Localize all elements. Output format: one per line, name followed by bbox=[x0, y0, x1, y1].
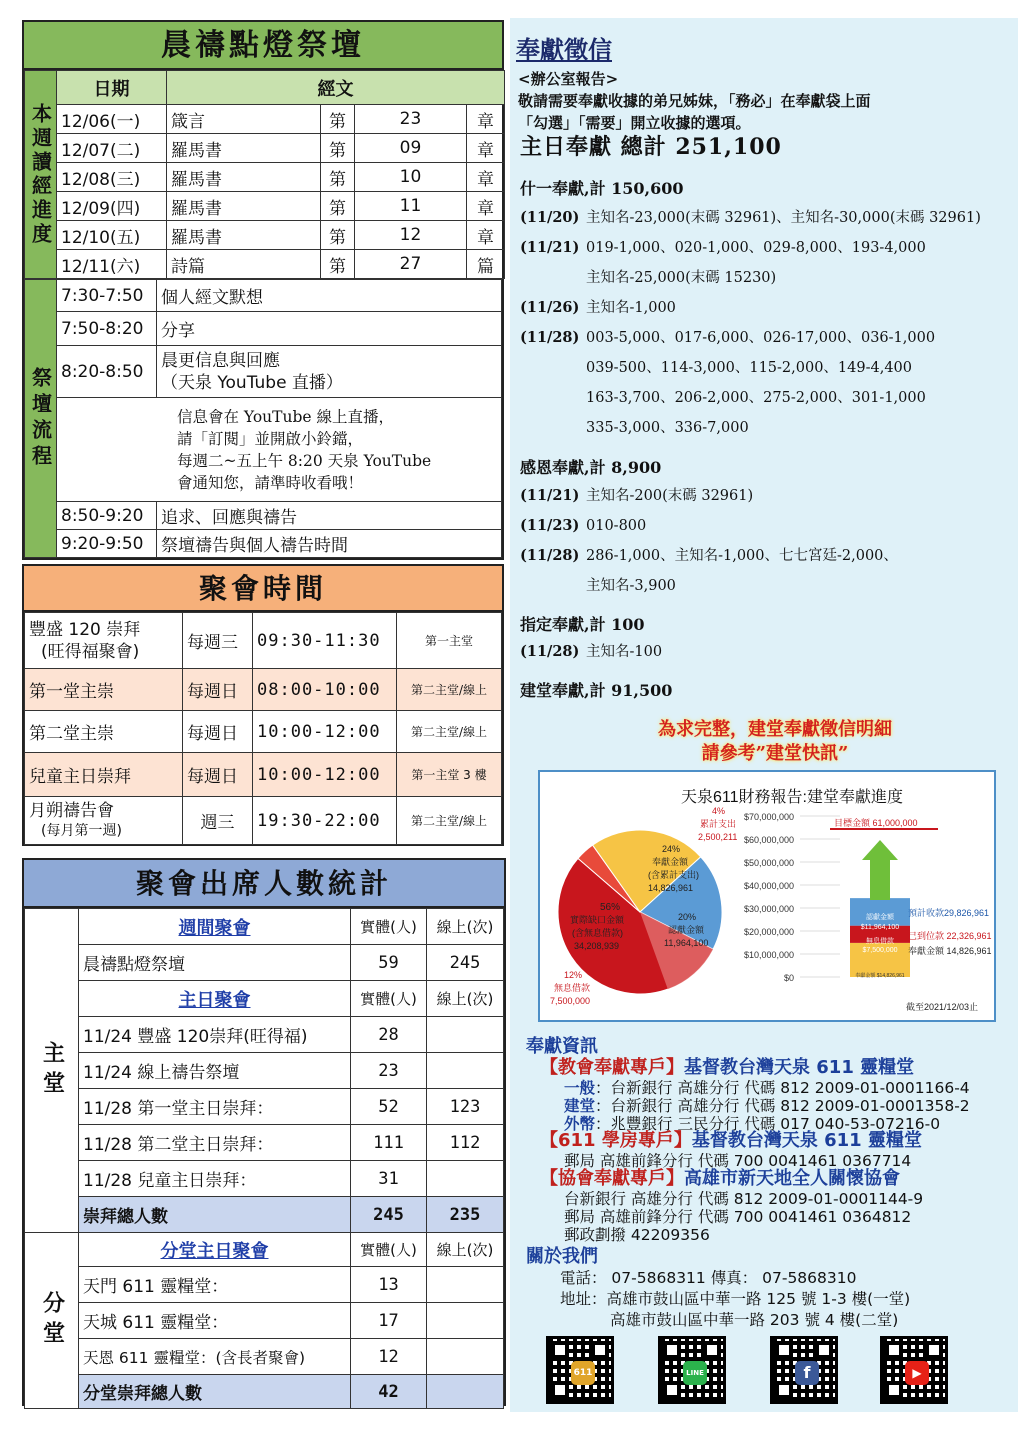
note-line: 每週二~五上午 8:20 天泉 YouTube bbox=[177, 451, 432, 470]
branch-total-row: 分堂崇拜總人數 42 bbox=[25, 1375, 504, 1409]
meeting-row: 第二堂主崇 每週日 10:00-12:00 第二主堂/線上 bbox=[25, 711, 502, 753]
designated-list bbox=[520, 637, 662, 667]
tithe-heading: 什一奉獻,計 150,600 bbox=[520, 179, 684, 198]
bar-y-axis bbox=[744, 812, 794, 983]
building-fund-chart bbox=[538, 770, 996, 1022]
y-tick-label: $40,000,000 bbox=[743, 881, 794, 891]
label-56-pct: 56% bbox=[600, 902, 621, 913]
list-item: 335-3,000、336-7,000 bbox=[586, 420, 749, 436]
legend-entry: 奉獻金額 14,826,961 bbox=[908, 946, 992, 956]
label-24-pct: 24% bbox=[662, 844, 681, 854]
note-line: 請「訂閱」並開啟小鈴鐺， bbox=[177, 429, 364, 448]
tithe-list bbox=[520, 203, 981, 443]
legend-entry: 已到位款 22,326,961 bbox=[908, 931, 992, 941]
contact-info bbox=[560, 1268, 910, 1331]
chart-date-note: 截至2021/12/03止 bbox=[905, 1002, 978, 1012]
phone-fax: 電話： 07-5868311 傳真： 07-5868310 bbox=[560, 1269, 857, 1287]
church-account: 【教會奉獻專戶】基督教台灣天泉 611 靈糧堂 一般：台新銀行 高雄分行 代碼 812 2009-01-0001166-4 建堂：台新銀行 高雄分行 代碼 812 2009-01-0001358-2 外幣：兆豐銀行 三民分行 代碼 017 040-53-07216-0 bbox=[540, 1057, 970, 1133]
legend-entry: 預計收款29,826,961 bbox=[908, 908, 990, 918]
flow-row: 7:50-8:20 分享 bbox=[25, 312, 502, 346]
meeting-row: 月朔禱告會 (每月第一週) 週三 19:30-22:00 第二主堂/線上 bbox=[25, 797, 502, 845]
attendance-title: 聚會出席人數統計 bbox=[24, 860, 504, 908]
qr-code-line[interactable] bbox=[658, 1336, 726, 1404]
label-20-b: 11,964,100 bbox=[664, 938, 709, 948]
pie-chart bbox=[558, 830, 722, 994]
list-item: (11/28) 主知名-100 bbox=[520, 643, 663, 660]
label-4-a: 累計支出 bbox=[700, 819, 737, 829]
section-header-row: 主堂 週間聚會 實體(人) 線上(次) bbox=[25, 909, 504, 945]
list-item: (11/28) 003-5,000、017-6,000、026-17,000、036-1,000 bbox=[520, 329, 936, 346]
association-account: 【協會奉獻專戶】高雄市新天地全人關懷協會 台新銀行 高雄分行 代碼 812 2009-01-0001144-9 郵局 高雄前鋒分行 代碼 700 0041461 0364812 郵政劃撥 42209356 bbox=[540, 1168, 924, 1244]
note-line: 會通知您，請準時收看哦！ bbox=[177, 473, 364, 492]
bank-info-title: 奉獻資訊 bbox=[526, 1036, 598, 1057]
table-row: 天恩 611 靈糧堂：(含長者聚會) 12 bbox=[25, 1339, 504, 1375]
sunday-offering-total: 主日奉獻 總計 251,100 bbox=[520, 134, 782, 160]
building-heading: 建堂奉獻,計 91,500 bbox=[520, 681, 673, 700]
table-row: 晨禱點燈祭壇 59 245 bbox=[25, 945, 504, 981]
list-item: (11/21) 主知名-200(末碼 32961) bbox=[520, 487, 754, 504]
y-tick-label: $30,000,000 bbox=[743, 904, 794, 914]
office-report: <辦公室報告> 敬請需要奉獻收據的弟兄姊妹，「務必」在奉獻袋上面 「勾選」「需要」開立收據的選項。 bbox=[518, 70, 871, 132]
label-56-b: (含無息借款) bbox=[572, 928, 623, 938]
611-logo-icon: 611 bbox=[571, 1361, 595, 1385]
table-row: 11/24 線上禱告祭壇 23 bbox=[25, 1053, 504, 1089]
main-church-label: 主堂 bbox=[25, 909, 79, 1233]
label-12-a: 無息借款 bbox=[554, 983, 591, 993]
qr-code-facebook[interactable] bbox=[770, 1336, 838, 1404]
label-56-a: 實際缺口金額 bbox=[570, 915, 625, 925]
devotion-section bbox=[22, 20, 504, 560]
chart-title: 天泉611財務報告:建堂奉獻進度 bbox=[681, 789, 903, 806]
attendance-section bbox=[22, 858, 506, 1406]
bar-legend bbox=[908, 907, 992, 956]
flow-note-row bbox=[25, 398, 502, 502]
label-4-b: 2,500,211 bbox=[698, 832, 738, 842]
reading-row: 12/06(一) 箴言 第 23 章 bbox=[25, 105, 505, 134]
table-row: 天城 611 靈糧堂： 17 bbox=[25, 1303, 504, 1339]
branch-church-label: 分堂 bbox=[25, 1233, 79, 1409]
meeting-row: 豐盛 120 崇拜 (旺得福聚會) 每週三 09:30-11:30 第一主堂 bbox=[25, 613, 502, 669]
label-56-c: 34,208,939 bbox=[574, 941, 620, 951]
y-tick-label: $10,000,000 bbox=[743, 950, 794, 960]
thanks-list bbox=[520, 481, 898, 601]
table-row: 天門 611 靈糧堂： 13 bbox=[25, 1267, 504, 1303]
about-title: 關於我們 bbox=[526, 1246, 598, 1267]
header-date: 日期 bbox=[57, 71, 167, 105]
offering-title: 奉獻徵信 bbox=[516, 35, 612, 64]
flow-table bbox=[24, 279, 502, 558]
label-24-b: (含累計支出) bbox=[648, 870, 699, 880]
qr-code-website[interactable] bbox=[546, 1336, 614, 1404]
address-2: 高雄市鼓山區中華一路 203 號 4 樓(二堂) bbox=[610, 1311, 899, 1329]
flow-row: 祭壇流程 7:30-7:50 個人經文默想 bbox=[25, 280, 502, 312]
list-item: (11/20) 主知名-23,000(末碼 32961)、主知名-30,000(末碼 32961) bbox=[520, 209, 981, 226]
list-item: 039-500、114-3,000、115-2,000、149-4,400 bbox=[586, 360, 913, 376]
label-12-pct: 12% bbox=[564, 970, 583, 980]
meeting-time-section bbox=[22, 564, 504, 846]
reading-row: 12/09(四) 羅馬書 第 11 章 bbox=[25, 192, 505, 221]
reading-row: 12/08(三) 羅馬書 第 10 章 bbox=[25, 163, 505, 192]
meeting-title: 聚會時間 bbox=[24, 566, 502, 612]
y-tick-label: $0 bbox=[783, 973, 794, 983]
inner-label: $7,500,000 bbox=[862, 947, 898, 954]
youtube-icon: ▶ bbox=[905, 1361, 929, 1385]
flow-row: 8:50-9:20 追求、回應與禱告 bbox=[25, 502, 502, 530]
line-icon: LINE bbox=[683, 1361, 707, 1385]
note-line: 信息會在 YouTube 線上直播， bbox=[177, 407, 394, 426]
reading-row: 12/11(六) 詩篇 第 27 篇 bbox=[25, 250, 505, 279]
inner-label: $11,964,100 bbox=[860, 924, 900, 931]
flow-row: 8:20-8:50 晨更信息與回應 （天泉 YouTube 直播） bbox=[25, 346, 502, 398]
section-header-row: 分堂 分堂主日聚會 實體(人) 線上(次) bbox=[25, 1233, 504, 1267]
reading-table bbox=[24, 70, 505, 279]
y-tick-label: $50,000,000 bbox=[743, 858, 794, 868]
list-item: (11/21) 019-1,000、020-1,000、029-8,000、193-4,000 bbox=[520, 239, 926, 256]
y-tick-label: $20,000,000 bbox=[743, 927, 794, 937]
inner-label: 無息借款 bbox=[866, 938, 894, 945]
list-item: 主知名-3,900 bbox=[586, 578, 676, 594]
y-tick-label: $70,000,000 bbox=[743, 812, 794, 822]
devotion-title: 晨禱點燈祭壇 bbox=[24, 22, 502, 70]
building-note: 為求完整，建堂奉獻徵信明細 請參考”建堂快訊” bbox=[658, 719, 892, 764]
list-item: (11/28) 286-1,000、主知名-1,000、七七宮廷-2,000、 bbox=[520, 547, 898, 564]
address-1: 地址：高雄市鼓山區中華一路 125 號 1-3 樓(一堂) bbox=[560, 1290, 911, 1308]
table-row: 11/24 豐盛 120崇拜(旺得福) 28 bbox=[25, 1017, 504, 1053]
list-item: 主知名-25,000(末碼 15230) bbox=[586, 270, 777, 286]
label-12-b: 7,500,000 bbox=[550, 996, 591, 1006]
target-label: 目標金額 61,000,000 bbox=[834, 818, 918, 828]
meeting-row: 兒童主日崇拜 每週日 10:00-12:00 第一主堂 3 樓 bbox=[25, 753, 502, 797]
weekday-head: 週間聚會 bbox=[79, 909, 351, 945]
meeting-table bbox=[24, 612, 502, 845]
facebook-icon: f bbox=[795, 1361, 819, 1385]
inner-label: 認獻金額 bbox=[866, 914, 894, 921]
flow-row: 9:20-9:50 祭壇禱告與個人禱告時間 bbox=[25, 530, 502, 558]
qr-code-youtube[interactable] bbox=[880, 1336, 948, 1404]
list-item: (11/23) 010-800 bbox=[520, 517, 647, 534]
label-4-pct: 4% bbox=[712, 806, 726, 816]
flow-side-label: 祭壇流程 bbox=[25, 280, 57, 558]
school-account: 【611 學房專戶】基督教台灣天泉 611 靈糧堂 郵局 高雄前鋒分行 代碼 700 0041461 0367714 bbox=[540, 1130, 922, 1170]
label-24-a: 奉獻金額 bbox=[652, 857, 689, 867]
table-row: 11/28 第二堂主日崇拜： 111 112 bbox=[25, 1125, 504, 1161]
inner-label: 奉獻金額 $14,826,961 bbox=[855, 973, 905, 979]
thanks-heading: 感恩奉獻,計 8,900 bbox=[520, 458, 662, 477]
reading-row: 12/10(五) 羅馬書 第 12 章 bbox=[25, 221, 505, 250]
bar-segment bbox=[850, 898, 910, 926]
designated-heading: 指定奉獻,計 100 bbox=[520, 615, 645, 634]
up-arrow-icon bbox=[862, 840, 898, 900]
reading-side-label: 本週讀經進度 bbox=[25, 71, 57, 279]
meeting-row: 第一堂主崇 每週日 08:00-10:00 第二主堂/線上 bbox=[25, 669, 502, 711]
label-20-pct: 20% bbox=[678, 912, 697, 922]
label-20-a: 認獻金額 bbox=[668, 925, 705, 935]
sunday-head: 主日聚會 bbox=[79, 981, 351, 1017]
main-total-row: 崇拜總人數 245 235 bbox=[25, 1197, 504, 1233]
reading-row: 12/07(二) 羅馬書 第 09 章 bbox=[25, 134, 505, 163]
chart-svg bbox=[540, 772, 994, 1020]
section-header-row: 主日聚會 實體(人) 線上(次) bbox=[25, 981, 504, 1017]
label-24-c: 14,826,961 bbox=[648, 883, 694, 893]
list-item: 163-3,700、206-2,000、275-2,000、301-1,000 bbox=[586, 390, 926, 406]
attendance-table bbox=[24, 908, 504, 1409]
table-row: 11/28 兒童主日崇拜： 31 bbox=[25, 1161, 504, 1197]
header-scripture: 經文 bbox=[167, 71, 505, 105]
list-item: (11/26) 主知名-1,000 bbox=[520, 299, 676, 316]
y-tick-label: $60,000,000 bbox=[743, 835, 794, 845]
branch-head: 分堂主日聚會 bbox=[79, 1233, 351, 1267]
table-row: 11/28 第一堂主日崇拜： 52 123 bbox=[25, 1089, 504, 1125]
